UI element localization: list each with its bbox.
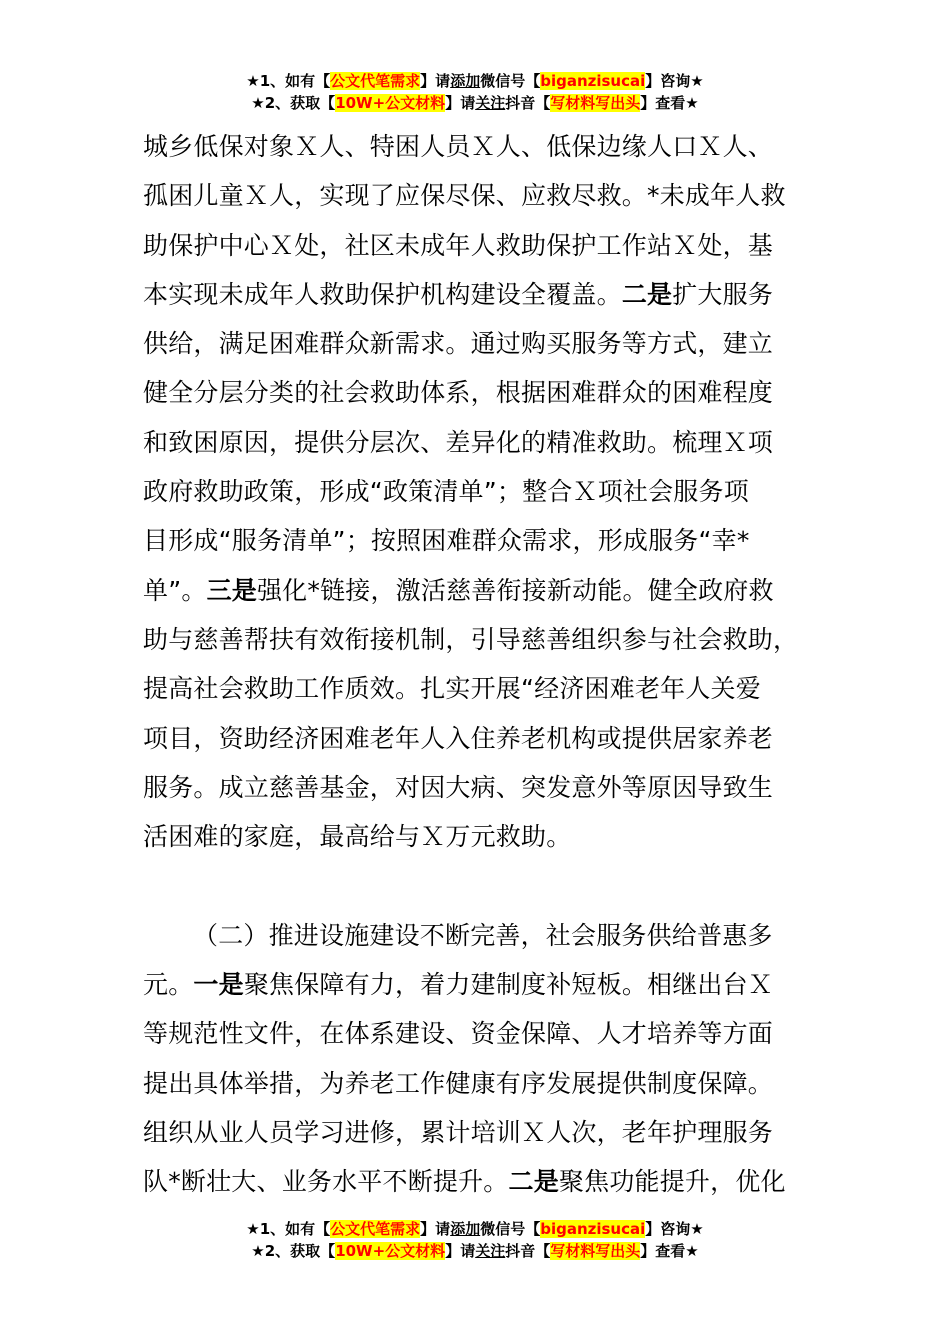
underlined-text: 关注	[475, 94, 506, 112]
body-line: 单”。三是强化*链接，激活慈善衔接新动能。健全政府救	[143, 575, 774, 605]
footer-banner	[0, 1218, 950, 1262]
footer-line-1: ★1、如有【公文代笔需求】请添加微信号【biganzisucai】咨询★	[246, 1220, 704, 1238]
body-line: 城乡低保对象Ｘ人、特困人员Ｘ人、低保边缘人口Ｘ人、	[143, 132, 774, 161]
paragraph-gap	[143, 861, 807, 910]
document-body	[143, 122, 807, 1207]
highlight-text: 写材料写出头	[550, 1242, 641, 1260]
body-line: 组织从业人员学习进修，累计培训Ｘ人次，老年护理服务	[143, 1117, 774, 1147]
body-line: 孤困儿童Ｘ人，实现了应保尽保、应救尽救。*未成年人救	[143, 181, 786, 211]
body-line: 供给，满足困难群众新需求。通过购买服务等方式，建立	[143, 329, 774, 359]
body-line: 助保护中心Ｘ处，社区未成年人救助保护工作站Ｘ处，基	[143, 230, 774, 260]
header-line-1: ★1、如有【公文代笔需求】请添加微信号【biganzisucai】咨询★	[246, 72, 704, 90]
highlight-text: 写材料写出头	[550, 94, 641, 112]
body-line: 目形成“服务清单”；按照困难群众需求，形成服务“幸*	[143, 526, 750, 556]
body-line: 服务。成立慈善基金，对因大病、突发意外等原因导致生	[143, 772, 774, 802]
highlight-text: 公文代笔需求	[330, 72, 421, 90]
body-line: 本实现未成年人救助保护机构建设全覆盖。二是扩大服务	[143, 279, 774, 309]
bold-keyword: 一是	[193, 970, 244, 1000]
underlined-text: 添加	[450, 72, 481, 90]
highlight-text: 公文代笔需求	[330, 1220, 421, 1238]
body-line: 助与慈善帮扶有效衔接机制，引导慈善组织参与社会救助，	[143, 624, 799, 654]
highlight-text: 10W+公文材料	[335, 94, 446, 112]
header-banner	[0, 70, 950, 114]
body-line: 和致困原因，提供分层次、差异化的精准救助。梳理Ｘ项	[143, 427, 774, 457]
underlined-text: 添加	[450, 1220, 481, 1238]
body-line: 项目，资助经济困难老年人入住养老机构或提供居家养老	[143, 723, 774, 753]
footer-line-2: ★2、获取【10W+公文材料】请关注抖音【写材料写出头】查看★	[251, 1242, 699, 1260]
body-line: 队*断壮大、业务水平不断提升。二是聚焦功能提升，优化	[143, 1167, 786, 1197]
body-line: 元。一是聚焦保障有力，着力建制度补短板。相继出台Ｘ	[143, 970, 774, 1000]
body-line: 健全分层分类的社会救助体系，根据困难群众的困难程度	[143, 378, 774, 408]
header-line-2: ★2、获取【10W+公文材料】请关注抖音【写材料写出头】查看★	[251, 94, 699, 112]
body-line: 等规范性文件，在体系建设、资金保障、人才培养等方面	[143, 1019, 774, 1049]
bold-keyword: 二是	[508, 1167, 559, 1197]
body-line: 提出具体举措，为养老工作健康有序发展提供制度保障。	[143, 1068, 774, 1098]
section-heading-line: （二）推进设施建设不断完善，社会服务供给普惠多	[193, 920, 773, 950]
body-line: 政府救助政策，形成“政策清单”；整合Ｘ项社会服务项	[143, 477, 749, 507]
highlight-text: biganzisucai	[540, 1220, 646, 1238]
body-line: 提高社会救助工作质效。扎实开展“经济困难老年人关爱	[143, 674, 761, 704]
bold-keyword: 三是	[206, 575, 257, 605]
bold-keyword: 二是	[621, 279, 673, 309]
highlight-text: 10W+公文材料	[335, 1242, 446, 1260]
highlight-text: biganzisucai	[540, 72, 646, 90]
body-line: 活困难的家庭，最高给与Ｘ万元救助。	[143, 822, 572, 852]
underlined-text: 关注	[475, 1242, 506, 1260]
